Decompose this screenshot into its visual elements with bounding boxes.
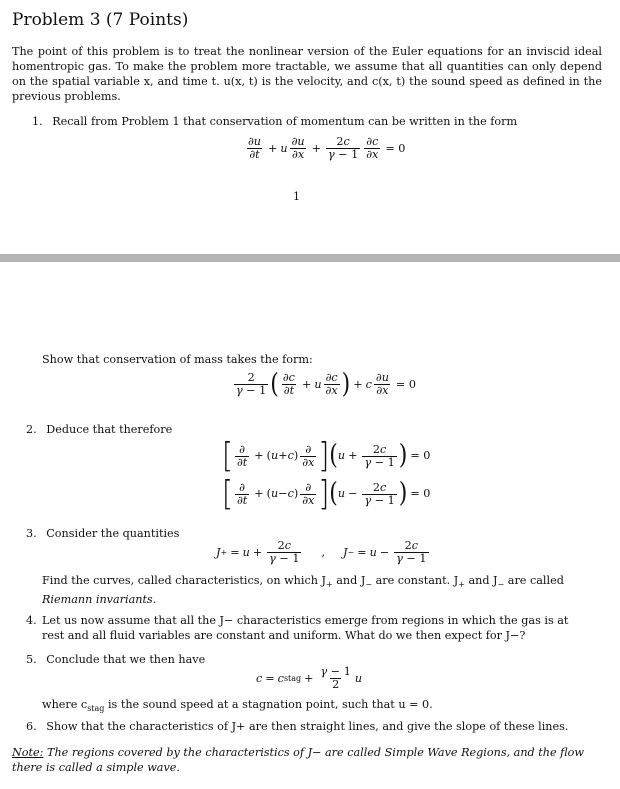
item-3-followup: Find the curves, called characteristics, on which $J_+$ and $J_-$ are constant. $J_+$ and $J_-$ are called Riemann invariants. — [42, 574, 564, 607]
riemann-invariants-term: Riemann invariants — [42, 593, 153, 607]
mass-intro-text: Show that conservation of mass takes the form: — [42, 353, 313, 366]
item-2-number: 2. — [26, 423, 37, 436]
item-1-text: Recall from Problem 1 that conservation of momentum can be written in the form — [52, 115, 518, 128]
item-6-text: Show that the characteristics of J+ are then straight lines, and give the slope of these lines. — [46, 720, 569, 733]
item-1-number: 1. — [32, 115, 43, 128]
intro-paragraph: The point of this problem is to treat the nonlinear version of the Euler equations for an inviscid ideal homentropic gas. To make the problem more tractable, we assume that all quantities can only depend on the spatial variable x, and time t. u(x, t) is the velocity, and c(x, t) the sound speed as defined in the previous problems. — [12, 45, 602, 103]
note-paragraph — [12, 745, 597, 775]
page-title: Problem 3 (7 Points) — [12, 10, 189, 30]
item-6-number: 6. — [26, 720, 37, 733]
item-1 — [32, 114, 517, 129]
characteristic-equation-plus: [ $\frac{\partial}{\partial t}$ + ( u + c ) $\frac{\partial}{\partial x}$ ] ( u + $\frac{2c}{\gamma - 1}$ ) = 0 — [222, 435, 431, 476]
page-number: 1 — [293, 190, 300, 203]
note-label: Note: — [12, 746, 44, 759]
item-6 — [26, 719, 568, 734]
riemann-quantities: J + = u + $\frac{2c}{\gamma - 1}$ , J − = u − $\frac{2c}{\gamma - 1}$ — [216, 539, 427, 565]
item-3-number: 3. — [26, 527, 37, 540]
item-2-text: Deduce that therefore — [46, 423, 173, 436]
item-2 — [26, 422, 172, 437]
note-text: The regions covered by the characteristics of J− are called Simple Wave Regions, and the flow there is called a simple wave. — [12, 746, 584, 774]
item-3-text: Consider the quantities — [46, 527, 180, 540]
item-5-where: where $c_{stag}$ is the sound speed at a stagnation point, such that u = 0. — [42, 698, 433, 714]
momentum-equation: $\frac{\partial u}{\partial t}$ + u $\frac{\partial u}{\partial x}$ + $\frac{2c}{\gamma - 1}$ $\frac{\partial c}{\partial x}$ = 0 — [248, 135, 406, 161]
item-5-number: 5. — [26, 653, 37, 666]
item-5 — [26, 652, 205, 667]
item-3 — [26, 526, 179, 541]
mass-equation: $\frac{2}{\gamma - 1}$ ( $\frac{\partial c}{\partial t}$ + u $\frac{\partial c}{\partial x}$ ) + c $\frac{\partial u}{\partial x}$ = 0 — [236, 368, 416, 400]
page-separator — [0, 254, 620, 262]
item-4-text: Let us now assume that all the J− characteristics emerge from regions in which the gas is at rest and all fluid variables are constant and uniform. What do we then expect for J−? — [42, 614, 569, 642]
sound-speed-equation: c = c stag + $\frac{\gamma - 1}{2}$ u — [256, 665, 363, 691]
characteristic-equation-minus: [ $\frac{\partial}{\partial t}$ + ( u − c ) $\frac{\partial}{\partial x}$ ] ( u − $\frac{2c}{\gamma - 1}$ ) = 0 — [222, 473, 431, 514]
item-4-number: 4. — [26, 614, 37, 627]
item-5-text: Conclude that we then have — [46, 653, 206, 666]
